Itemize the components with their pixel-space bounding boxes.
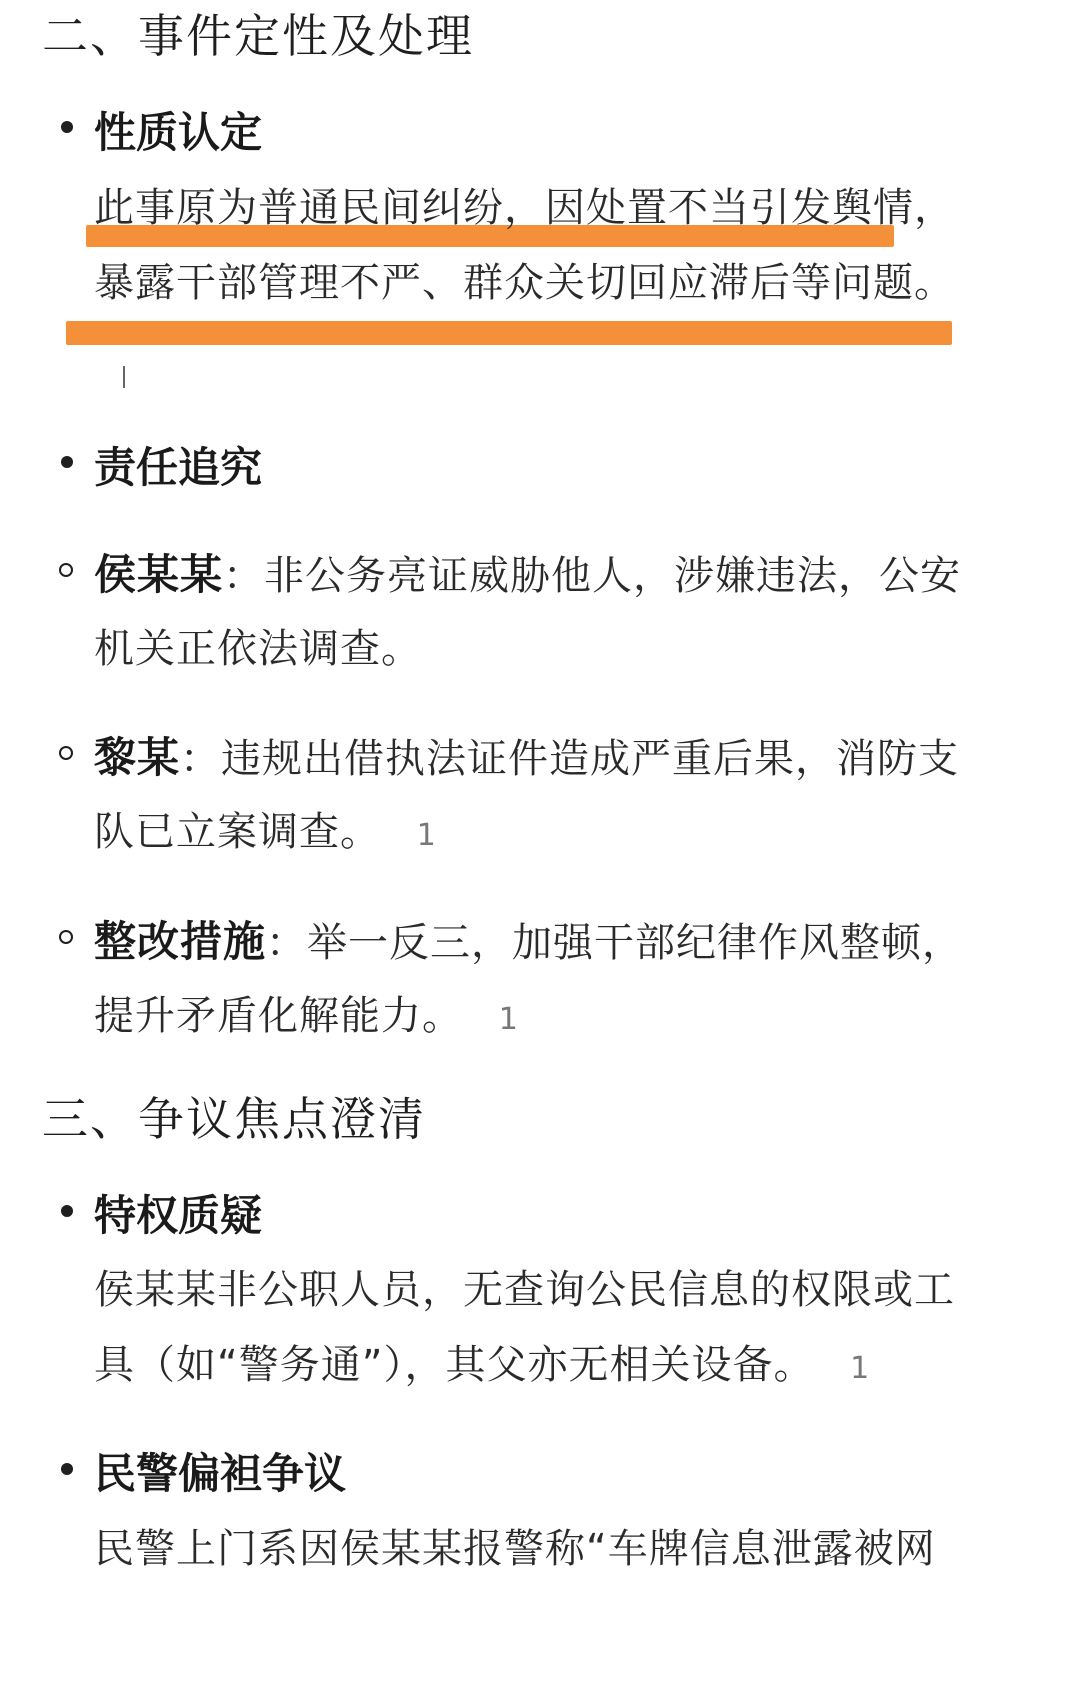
item-line-1: 违规出借执法证件造成严重后果，消防支: [221, 736, 960, 782]
bullet-dot: [61, 121, 73, 133]
highlight-mark-2: [66, 321, 952, 345]
nature-line-1: 此事原为普通民间纠纷，因处置不当引发舆情，: [94, 185, 955, 231]
text-caret: [123, 366, 125, 388]
item-separator: ：: [180, 736, 222, 782]
sub-bullet-circle: [59, 746, 73, 760]
bullet-dot: [61, 456, 73, 468]
list-item: [94, 909, 963, 969]
item-line-1: 非公务亮证威胁他人，涉嫌违法，公安: [264, 553, 962, 599]
citation-ref[interactable]: 1: [416, 818, 437, 853]
item-line-1: 举一反三，加强干部纪律作风整顿，: [307, 920, 964, 966]
section-heading-3: 三、争议焦点澄清: [42, 1092, 426, 1146]
citation-ref[interactable]: 1: [498, 1002, 519, 1037]
list-item: [94, 725, 959, 785]
item-separator: ：: [223, 553, 265, 599]
bullet-dot: [61, 1463, 73, 1475]
nature-title: 性质认定: [94, 108, 263, 157]
privilege-title: 特权质疑: [94, 1191, 263, 1240]
item-line-2: 机关正依法调查。: [94, 626, 422, 672]
police-line-1: 民警上门系因侯某某报警称“车牌信息泄露被网: [94, 1526, 936, 1572]
bullet-dot: [61, 1205, 73, 1217]
item-line-2: 队已立案调查。: [94, 809, 381, 855]
sub-bullet-circle: [59, 563, 73, 577]
privilege-line-2: 具（如“警务通”），其父亦无相关设备。: [94, 1342, 815, 1388]
privilege-line-1: 侯某某非公职人员，无查询公民信息的权限或工: [94, 1267, 955, 1313]
item-separator: ：: [266, 920, 308, 966]
list-item: [94, 542, 961, 602]
accountability-title: 责任追究: [94, 443, 263, 492]
item-name: 整改措施: [94, 917, 267, 966]
police-title: 民警偏袒争议: [94, 1449, 347, 1498]
item-line-2: 提升矛盾化解能力。: [94, 993, 463, 1039]
citation-ref[interactable]: 1: [850, 1351, 871, 1386]
section-heading-2: 二、事件定性及处理: [42, 9, 474, 63]
item-name: 侯某某: [94, 550, 224, 599]
list-item-cont: [94, 984, 519, 1041]
sub-bullet-circle: [59, 930, 73, 944]
nature-line-2: 暴露干部管理不严、群众关切回应滞后等问题。: [94, 260, 955, 306]
item-name: 黎某: [94, 733, 181, 782]
privilege-line-2-row: [94, 1333, 870, 1390]
list-item-cont: [94, 800, 437, 857]
